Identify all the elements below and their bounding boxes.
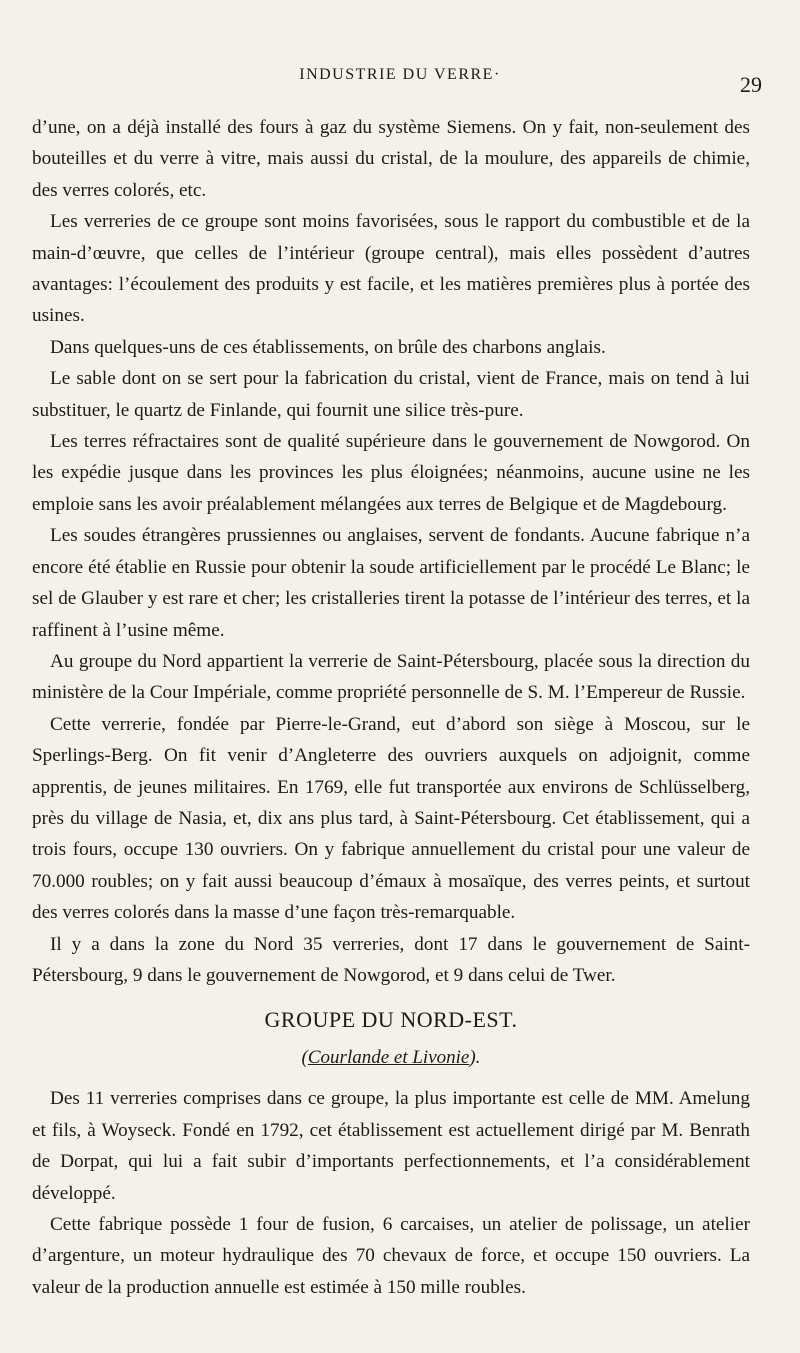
subtitle-close-paren: ). [469, 1047, 481, 1069]
paragraph: Des 11 verreries comprises dans ce groupe, la plus importante est celle de MM. Amelung et fils, à Woyseck. Fondé en 1792, cet établissement est actuellement dirigé par M. Benrath de Dorpat, qui lui a fait subir d’importants perfectionnements, et l’a considérablement développé. [32, 1088, 750, 1204]
paragraph: Le sable dont on se sert pour la fabrication du cristal, vient de France, mais on tend à lui substituer, le quartz de Finlande, qui fournit une silice très-pure. [32, 368, 750, 421]
paragraph: Les verreries de ce groupe sont moins favorisées, sous le rapport du combustible et de la main-d’œuvre, que celles de l’intérieur (groupe central), mais elles possèdent d’autres avantages: l’écoulement des produits y est facile, et les matières premières plus à portée des usines. [32, 211, 750, 327]
subtitle-text: Courlande et Livonie [307, 1047, 470, 1069]
paragraph: Les terres réfractaires sont de qualité supérieure dans le gouvernement de Nowgorod. On les expédie jusque dans les provinces les plus éloignées; néanmoins, aucune usine ne les emploie sans les avoir préalablement mélangées aux terres de Belgique et de Magdebourg. [32, 431, 750, 515]
section-title: GROUPE DU NORD-EST. [264, 1007, 518, 1033]
paragraph: Dans quelques-uns de ces établissements, on brûle des charbons anglais. [50, 336, 606, 358]
paragraph: Cette fabrique possède 1 four de fusion, 6 carcaises, un atelier de polissage, un atelier d’argenture, un moteur hydraulique des 70 chevaux de force, et occupe 150 ouvriers. La valeur de la production annuelle est estimée à 150 mille roubles. [32, 1214, 750, 1298]
page-number: 29 [740, 72, 762, 97]
section-subtitle [32, 1043, 750, 1073]
page-header [0, 62, 800, 97]
page-body [32, 112, 750, 1303]
running-title: INDUSTRIE DU VERRE· [299, 66, 501, 83]
paragraph: Les soudes étrangères prussiennes ou anglaises, servent de fondants. Aucune fabrique n’a encore été établie en Russie pour obtenir la soude artificiellement par le procédé Le Blanc; le sel de Glauber y est rare et cher; les cristalleries tirent la potasse de l’intérieur des terres, et la raffinent à l’usine même. [32, 525, 750, 641]
paragraph: Il y a dans la zone du Nord 35 verreries, dont 17 dans le gouvernement de Saint-Pétersbourg, 9 dans le gouvernement de Nowgorod, et 9 dans celui de Twer. [32, 933, 750, 986]
paragraph: Cette verrerie, fondée par Pierre-le-Grand, eut d’abord son siège à Moscou, sur le Sperlings-Berg. On fit venir d’Angleterre des ouvriers auxquels on adjoignit, comme apprentis, de jeunes militaires. En 1769, elle fut transportée aux environs de Schlüsselberg, près du village de Nasia, et, dix ans plus tard, à Saint-Pétersbourg. Cet établissement, qui a trois fours, occupe 130 ouvriers. On y fabrique annuellement du cristal pour une valeur de 70.000 roubles; on y fait aussi beaucoup d’émaux à mosaïque, des verres peints, et surtout des verres colorés dans la masse d’une façon très-remarquable. [32, 713, 750, 924]
paragraph: d’une, on a déjà installé des fours à gaz du système Siemens. On y fait, non-seulement des bouteilles et du verre à vitre, mais aussi du cristal, de la moulure, des appareils de chimie, des verres colorés, etc. [32, 117, 750, 201]
paragraph: Au groupe du Nord appartient la verrerie de Saint-Pétersbourg, placée sous la direction du ministère de la Cour Impériale, comme propriété personnelle de S. M. l’Empereur de Russie. [32, 650, 750, 704]
subtitle-open-paren: ( [301, 1047, 308, 1069]
